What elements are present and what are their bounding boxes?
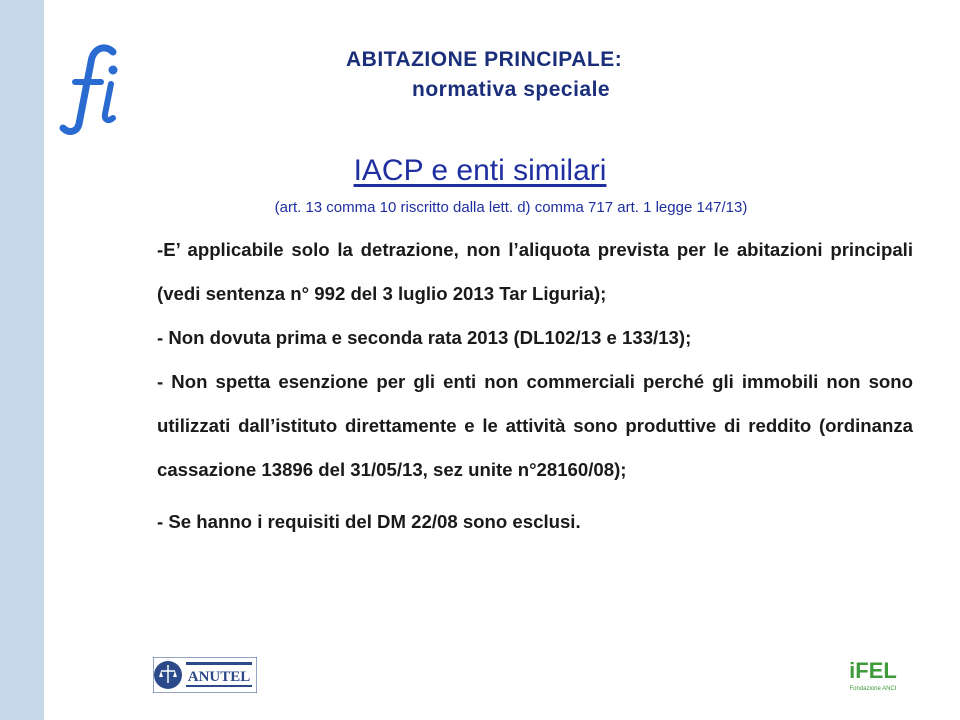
paragraph: - Non spetta esenzione per gli enti non commerciali perché gli immobili non sono utilizzati dall’istituto direttamente e le attività sono produttive di reddito (ordinanza cassazione 13896 del 31/05/13, sez unite n°28160/08); (157, 371, 913, 480)
body-text (157, 228, 913, 544)
ifel-logo (847, 652, 899, 696)
paragraph: -E’ applicabile solo la detrazione, non l’aliquota prevista per le abitazioni principali (vedi sentenza n° 992 del 3 luglio 2013 Tar Liguria); (157, 239, 913, 304)
left-sidebar-bar (0, 0, 44, 720)
fi-logo (55, 40, 125, 135)
ifel-logo-subtext: Fondazione ANCI (849, 686, 897, 692)
anutel-logo-text: ANUTEL (187, 669, 251, 685)
section-heading (0, 154, 960, 188)
paragraph: - Non dovuta prima e seconda rata 2013 (DL102/13 e 133/13); (157, 327, 692, 348)
paragraph: - Se hanno i requisiti del DM 22/08 sono esclusi. (157, 511, 581, 532)
ifel-logo-text: iFEL (849, 658, 897, 683)
anutel-logo (153, 657, 257, 693)
section-subheading: (art. 13 comma 10 riscritto dalla lett. d) comma 717 art. 1 legge 147/13) (274, 199, 748, 216)
section-heading-text: IACP e enti similari (353, 154, 607, 187)
page-title: ABITAZIONE PRINCIPALE: (346, 48, 623, 71)
page-subtitle: normativa speciale (412, 78, 611, 101)
